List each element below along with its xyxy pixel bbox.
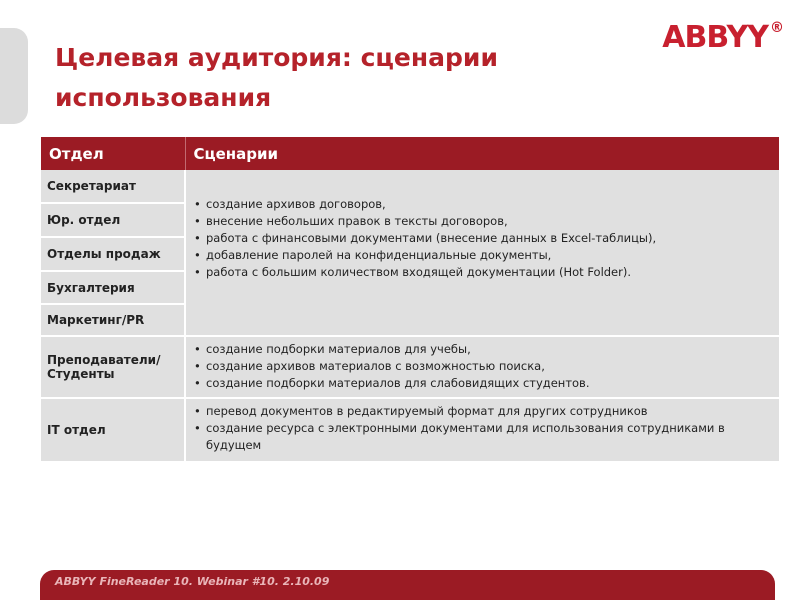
list-item: • работа с большим количеством входящей документации (Hot Folder). <box>206 264 771 281</box>
title-part-2: сценарии <box>360 43 498 72</box>
table-row <box>41 170 779 203</box>
header-department: Отдел <box>41 137 185 170</box>
logo-registered-mark: ® <box>770 20 783 36</box>
scenarios-cell-group3 <box>185 398 779 462</box>
dept-teachers-students: Преподаватели/ Студенты <box>41 336 185 398</box>
dept-secretariat: Секретариат <box>41 170 185 203</box>
title-line-2: использования <box>55 83 272 112</box>
list-item: • добавление паролей на конфиденциальные документы, <box>206 247 771 264</box>
table-header-row <box>41 137 779 170</box>
table-row <box>41 336 779 398</box>
scenarios-cell-group1 <box>185 170 779 336</box>
list-item: • создание подборки материалов для учебы, <box>206 341 771 358</box>
list-item: • работа с финансовыми документами (внесение данных в Excel-таблицы), <box>206 230 771 247</box>
list-item: • создание архивов договоров, <box>206 196 771 213</box>
dept-sales: Отделы продаж <box>41 237 185 271</box>
list-item: • перевод документов в редактируемый формат для других сотрудников <box>206 403 771 420</box>
logo-text: ABBYY <box>662 20 768 55</box>
dept-marketing: Маркетинг/PR <box>41 304 185 336</box>
abbyy-logo <box>662 20 783 55</box>
audience-table <box>41 137 779 463</box>
list-item: • создание ресурса с электронными документами для использования сотрудниками в будущем <box>206 420 771 454</box>
dept-it: IT отдел <box>41 398 185 462</box>
dept-accounting: Бухгалтерия <box>41 271 185 304</box>
scenarios-cell-group2 <box>185 336 779 398</box>
title-part-1: Целевая аудитория: <box>55 43 361 72</box>
dept-legal: Юр. отдел <box>41 203 185 237</box>
table-row <box>41 398 779 462</box>
slide-title <box>55 38 615 118</box>
header-scenarios: Сценарии <box>185 137 779 170</box>
scenarios-list-group3 <box>194 403 771 454</box>
scenarios-list-group2 <box>194 341 771 392</box>
side-tab-decoration <box>0 28 28 124</box>
footer-text: ABBYY FineReader 10. Webinar #10. 2.10.09 <box>55 575 330 588</box>
list-item: • создание подборки материалов для слабовидящих студентов. <box>206 375 771 392</box>
list-item: • создание архивов материалов с возможностью поиска, <box>206 358 771 375</box>
list-item: • внесение небольших правок в тексты договоров, <box>206 213 771 230</box>
footer-bar <box>40 570 775 600</box>
scenarios-list-group1 <box>194 196 771 281</box>
